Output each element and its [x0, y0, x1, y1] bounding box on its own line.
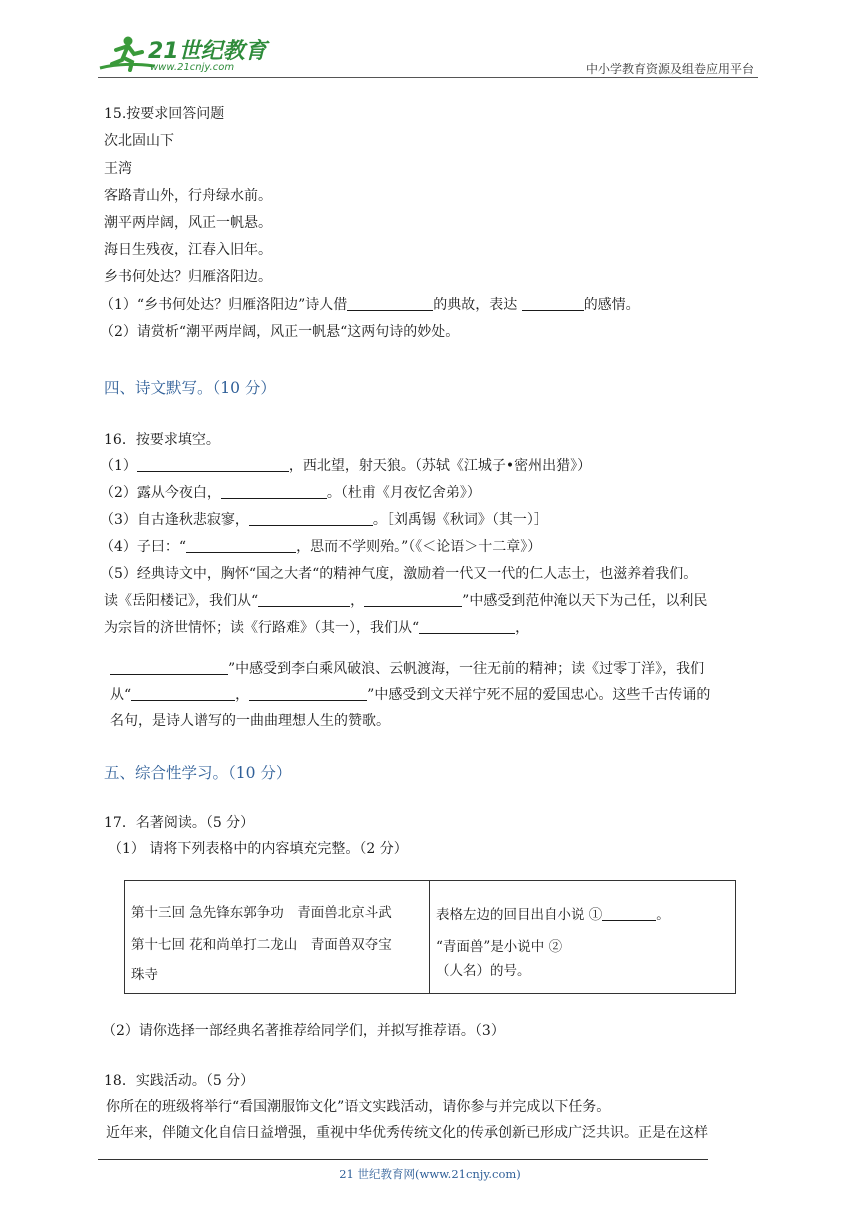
- q16-item: [100, 483, 481, 503]
- answer-blank[interactable]: [249, 511, 373, 526]
- answer-blank[interactable]: [186, 538, 296, 553]
- poem-title: 次北固山下: [104, 133, 174, 149]
- chapter-title: 第十七回 花和尚单打二龙山 青面兽双夺宝: [131, 937, 392, 953]
- answer-blank[interactable]: [221, 484, 327, 499]
- q16-item: [100, 456, 591, 476]
- q16-text: 读《岳阳楼记》，我们从“: [104, 593, 259, 609]
- section-heading: 五、综合性学习。（10 分）: [104, 764, 292, 782]
- logo-url: www.21cnjy.com: [150, 62, 235, 73]
- poem-line: 潮平两岸阔，风正一帆悬。: [104, 215, 272, 231]
- q16-text: ”中感受到李白乘风破浪、云帆渡海，一往无前的精神；读《过零丁洋》，我们: [228, 661, 705, 677]
- answer-blank[interactable]: [137, 457, 289, 472]
- chapter-title: 第十三回 急先锋东郭争功 青面兽北京斗武: [131, 905, 392, 921]
- q16-title: 16．按要求填空。: [104, 432, 220, 448]
- poem-line: 海日生残夜，江春入旧年。: [104, 242, 272, 258]
- q16-item5-line: （5）经典诗文中，胸怀“国之大者“的精神气度，激励着一代又一代的仁人志士，也滋养着我们。: [100, 566, 698, 582]
- table-question: “青面兽”是小说中 ②: [436, 939, 563, 955]
- q16-text: ，: [350, 593, 365, 609]
- q17-title: 17．名著阅读。（5 分）: [104, 815, 255, 831]
- q17-sub1: （1） 请将下列表格中的内容填充完整。（2 分）: [108, 841, 408, 857]
- answer-blank[interactable]: [131, 686, 235, 701]
- table-text: 表格左边的回目出自小说 ①: [436, 907, 603, 923]
- q16-text: ，思而不学则殆。”（《＜论语＞十二章》）: [296, 539, 542, 555]
- poem-line: 乡书何处达？归雁洛阳边。: [104, 269, 272, 285]
- table-right-cell: [430, 881, 736, 994]
- table-text: 。: [656, 907, 670, 923]
- footer-link[interactable]: 21 世纪教育网(www.21cnjy.com): [339, 1167, 521, 1181]
- book-table: [124, 880, 736, 994]
- answer-blank[interactable]: [419, 619, 515, 634]
- q16-text: （4）子曰：“: [100, 539, 187, 555]
- q16-item: [100, 537, 541, 557]
- answer-blank[interactable]: [110, 660, 228, 675]
- table-left-cell: [125, 881, 430, 994]
- q16-text: ”中感受到文天祥宁死不屈的爱国忠心。这些千古传诵的: [367, 687, 711, 703]
- q16-text: （2）露从今夜白，: [100, 485, 221, 501]
- poem-line: 客路青山外，行舟绿水前。: [104, 188, 272, 204]
- q16-text: 为宗旨的济世情怀；读《行路难》（其一），我们从“: [104, 620, 420, 636]
- table-question: [436, 905, 670, 925]
- q15-sub2: （2）请赏析“潮平两岸阔，风正一帆悬“这两句诗的妙处。: [100, 324, 460, 340]
- q17-sub2: （2）请你选择一部经典名著推荐给同学们，并拟写推荐语。（3）: [102, 1023, 505, 1039]
- answer-blank[interactable]: [522, 296, 584, 311]
- q15-sub1-text: 的典故，表达: [433, 297, 518, 313]
- q16-item5-line: [110, 685, 710, 705]
- platform-tagline: 中小学教育资源及组卷应用平台: [585, 62, 754, 76]
- q16-item5-line: 名句，是诗人谱写的一曲曲理想人生的赞歌。: [110, 713, 390, 729]
- site-logo: [94, 32, 267, 78]
- answer-blank[interactable]: [364, 592, 462, 607]
- q15-title: 15.按要求回答问题: [104, 106, 225, 122]
- q16-text: 。［刘禹锡《秋词》（其一）］: [372, 512, 548, 528]
- q16-item: [100, 510, 548, 530]
- q16-text: （1）: [100, 458, 137, 474]
- q16-text: 从“: [110, 687, 132, 703]
- q15-sub1-text: （1）“乡书何处达？归雁洛阳边”诗人借: [100, 297, 348, 313]
- q16-text: ，: [235, 687, 250, 703]
- answer-blank[interactable]: [347, 296, 433, 311]
- q16-text: （3）自古逢秋悲寂寥，: [100, 512, 249, 528]
- q18-text: 近年来，伴随文化自信日益增强，重视中华优秀传统文化的传承创新已形成广泛共识。正是在这样: [106, 1125, 708, 1141]
- answer-blank[interactable]: [258, 592, 350, 607]
- q15-sub1: [100, 295, 640, 315]
- q16-text: ，西北望，射天狼。（苏轼《江城子•密州出猎》）: [288, 458, 592, 474]
- poem-author: 王湾: [104, 161, 132, 177]
- table-question: （人名）的号。: [436, 963, 531, 979]
- footer-divider: [98, 1159, 708, 1160]
- answer-blank[interactable]: [602, 906, 656, 921]
- header-divider: [98, 77, 758, 78]
- section-heading: 四、诗文默写。（10 分）: [104, 379, 276, 397]
- q16-item5-line: [104, 591, 707, 611]
- q16-text: 。（杜甫《月夜忆舍弟》）: [326, 485, 481, 501]
- q16-item5-line: [104, 618, 529, 638]
- answer-blank[interactable]: [249, 686, 367, 701]
- q16-text: ，: [515, 620, 530, 636]
- q16-text: ”中感受到范仲淹以天下为己任，以利民: [462, 593, 708, 609]
- logo-text: 21世纪教育: [148, 39, 267, 64]
- q18-text: 你所在的班级将举行“看国潮服饰文化”语文实践活动，请你参与并完成以下任务。: [106, 1099, 611, 1115]
- chapter-title: 珠寺: [131, 967, 158, 983]
- q18-title: 18．实践活动。（5 分）: [104, 1073, 255, 1089]
- q15-sub1-text: 的感情。: [583, 297, 640, 313]
- q16-item5-line: [110, 659, 704, 679]
